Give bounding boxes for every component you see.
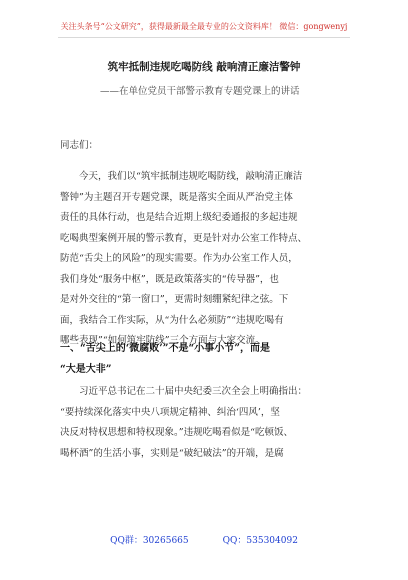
text-line: 今天，我们以“筑牢抵制违规吃喝防线，敲响清正廉洁 [60,171,303,182]
document-title: 筑牢抵制违规吃喝防线 敲响清正廉洁警钟 [107,61,301,73]
paragraph-section-1 [60,382,352,464]
qq-number: QQ：535304092 [222,536,298,546]
text-line: 是对外交往的“第一窗口”，更需时刻绷紧纪律之弦。下 [60,294,289,305]
text-line: 防范“舌尖上的风险”的现实需要。作为办公室工作人员， [60,253,298,264]
contact-footer [0,535,408,547]
text-line: 吃喝典型案例开展的警示教育，更是针对办公室工作特点、 [60,232,308,244]
text-line: 决反对特权思想和特权现象。”违规吃喝看似是“吃顿饭、 [60,427,293,438]
text-line: 我们身处“服务中枢”，既是政策落实的“传导器”，也 [60,273,279,285]
promo-banner: 关注头条号“公文研究”，获得最新最全最专业的公文资料库！ 微信：gongwenyj [60,22,348,31]
document-subtitle: ——在单位党员干部警示教育专题党课上的讲话 [100,86,300,97]
text-line: 面，我结合工作实际，从“为什么必须防”“违规吃喝有 [60,314,284,326]
qq-group-number: QQ群：30265665 [110,536,189,546]
text-line: 习近平总书记在二十届中央纪委三次全会上明确指出： [60,386,308,397]
text-line: 责任的具体行动，也是结合近期上级纪委通报的多起违规 [60,212,298,223]
text-line: “要持续深化落实中央八项规定精神、纠治‘四风’，坚 [60,406,280,418]
text-line: 警钟”为主题召开专题党课，既是落实全面从严治党主体 [60,191,293,203]
heading-line: “大是大非” [60,363,112,375]
greeting: 同志们： [60,140,99,151]
section-heading-1 [60,339,360,380]
text-line: 喝杯酒”的生活小事，实则是“破纪破法”的开端，是腐 [60,447,284,459]
banner-divider [58,37,350,38]
heading-line: 一、“舌尖上的‘微腐败’”不是“小事小节”，而是 [60,343,270,354]
paragraph-intro [60,167,352,352]
text-line: 哪些表现”“如何筑牢防线”三个方面与大家交流。 [60,335,265,346]
